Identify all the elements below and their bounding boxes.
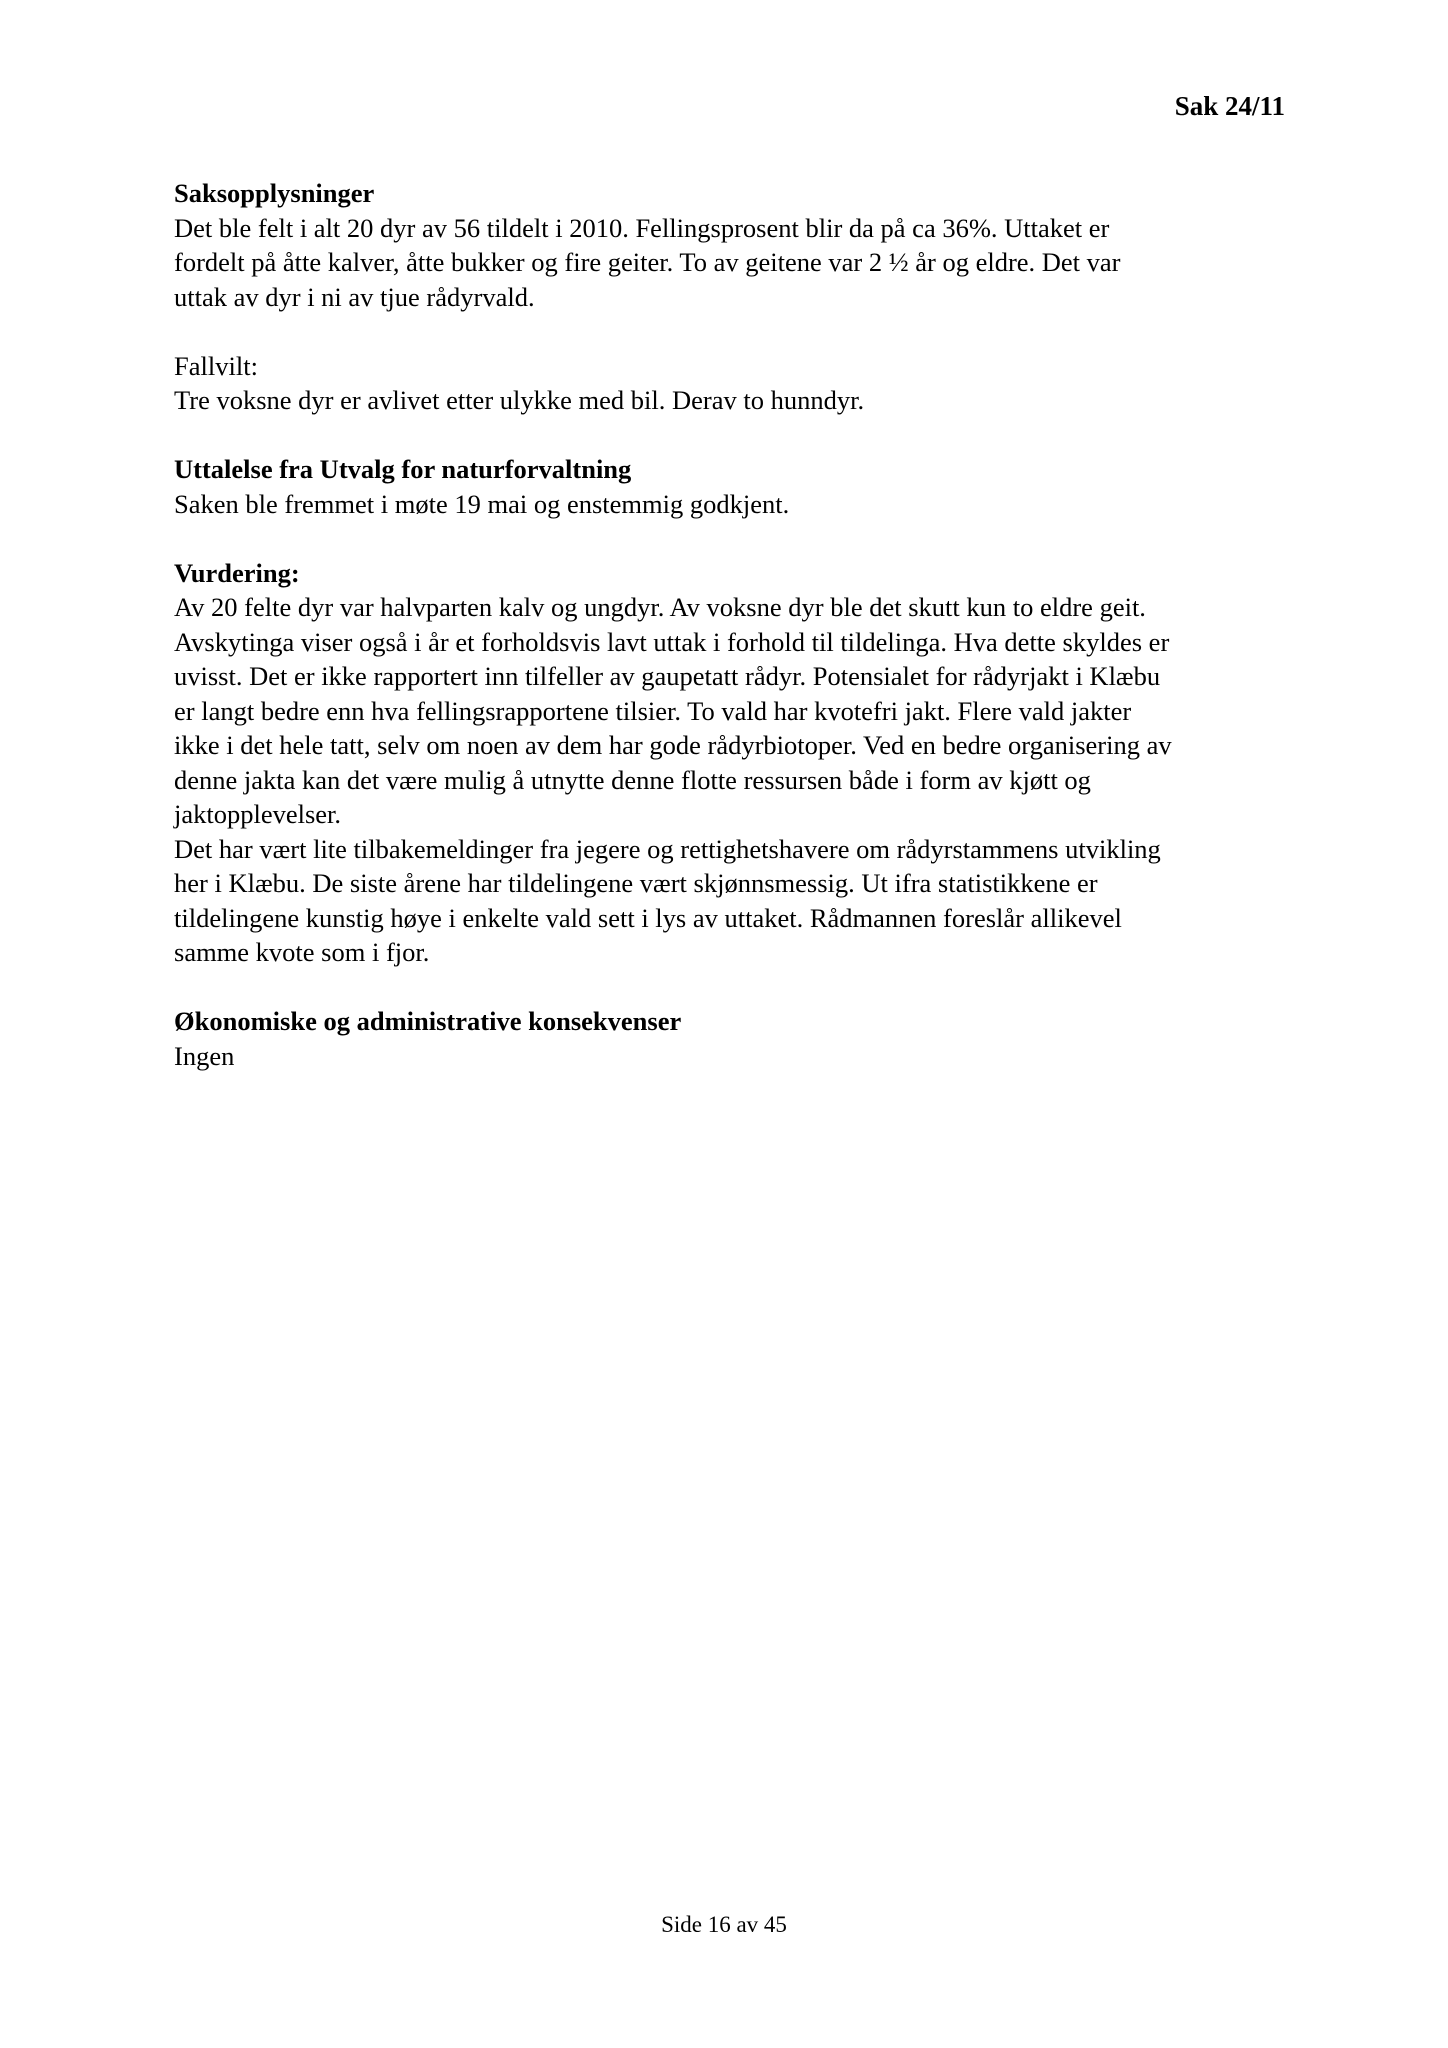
- page-number: Side 16 av 45: [661, 1912, 787, 1937]
- text-line: uvisst. Det er ikke rapportert inn tilfeller av gaupetatt rådyr. Potensialet for rådyrjakt i Klæbu: [174, 661, 1161, 691]
- text-line: fordelt på åtte kalver, åtte bukker og fire geiter. To av geitene var 2 ½ år og eldre. Det var: [174, 247, 1121, 277]
- section-heading: Økonomiske og administrative konsekvenser: [174, 1006, 682, 1036]
- text-line: samme kvote som i fjor.: [174, 937, 430, 967]
- section-heading: Saksopplysninger: [174, 178, 375, 208]
- text-line: Det har vært lite tilbakemeldinger fra jegere og rettighetshavere om rådyrstammens utvikling: [174, 833, 1161, 864]
- section-fallvilt: [174, 349, 1294, 418]
- text-line: er langt bedre enn hva fellingsrapportene tilsier. To vald har kvotefri jakt. Flere vald jakter: [174, 695, 1132, 726]
- text-line: her i Klæbu. De siste årene har tildelingene vært skjønnsmessig. Ut ifra statistikkene er: [174, 868, 1098, 898]
- text-line: Av 20 felte dyr var halvparten kalv og ungdyr. Av voksne dyr ble det skutt kun to eldre geit.: [174, 592, 1146, 622]
- paragraph: [174, 590, 1294, 970]
- paragraph: Ingen: [174, 1040, 235, 1071]
- text-line: uttak av dyr i ni av tjue rådyrvald.: [174, 281, 535, 312]
- section-vurdering: [174, 556, 1294, 970]
- section-saksopplysninger: [174, 176, 1294, 314]
- section-heading: Vurdering:: [174, 557, 300, 588]
- text-line: jaktopplevelser.: [174, 799, 342, 829]
- document-body: [174, 176, 1294, 1108]
- fallvilt-label: Fallvilt:: [174, 350, 258, 381]
- paragraph: Saken ble fremmet i møte 19 mai og enstemmig godkjent.: [174, 488, 790, 519]
- text-line: Det ble felt i alt 20 dyr av 56 tildelt i 2010. Fellingsprosent blir da på ca 36%. Uttaket er: [174, 212, 1110, 243]
- section-uttalelse: [174, 452, 1294, 521]
- section-konsekvenser: [174, 1004, 1294, 1073]
- text-line: ikke i det hele tatt, selv om noen av dem har gode rådyrbiotoper. Ved en bedre organisering av: [174, 730, 1172, 760]
- text-line: tildelingene kunstig høye i enkelte vald sett i lys av uttaket. Rådmannen foreslår allikevel: [174, 902, 1122, 933]
- text-line: denne jakta kan det være mulig å utnytte denne flotte ressursen både i form av kjøtt og: [174, 764, 1091, 795]
- case-reference: Sak 24/11: [1174, 91, 1285, 121]
- paragraph: [174, 211, 1294, 315]
- paragraph: Tre voksne dyr er avlivet etter ulykke med bil. Derav to hunndyr.: [174, 385, 865, 415]
- text-line: Avskytinga viser også i år et forholdsvis lavt uttak i forhold til tildelinga. Hva dette skyldes er: [174, 626, 1170, 657]
- section-heading: Uttalelse fra Utvalg for naturforvaltning: [174, 454, 632, 484]
